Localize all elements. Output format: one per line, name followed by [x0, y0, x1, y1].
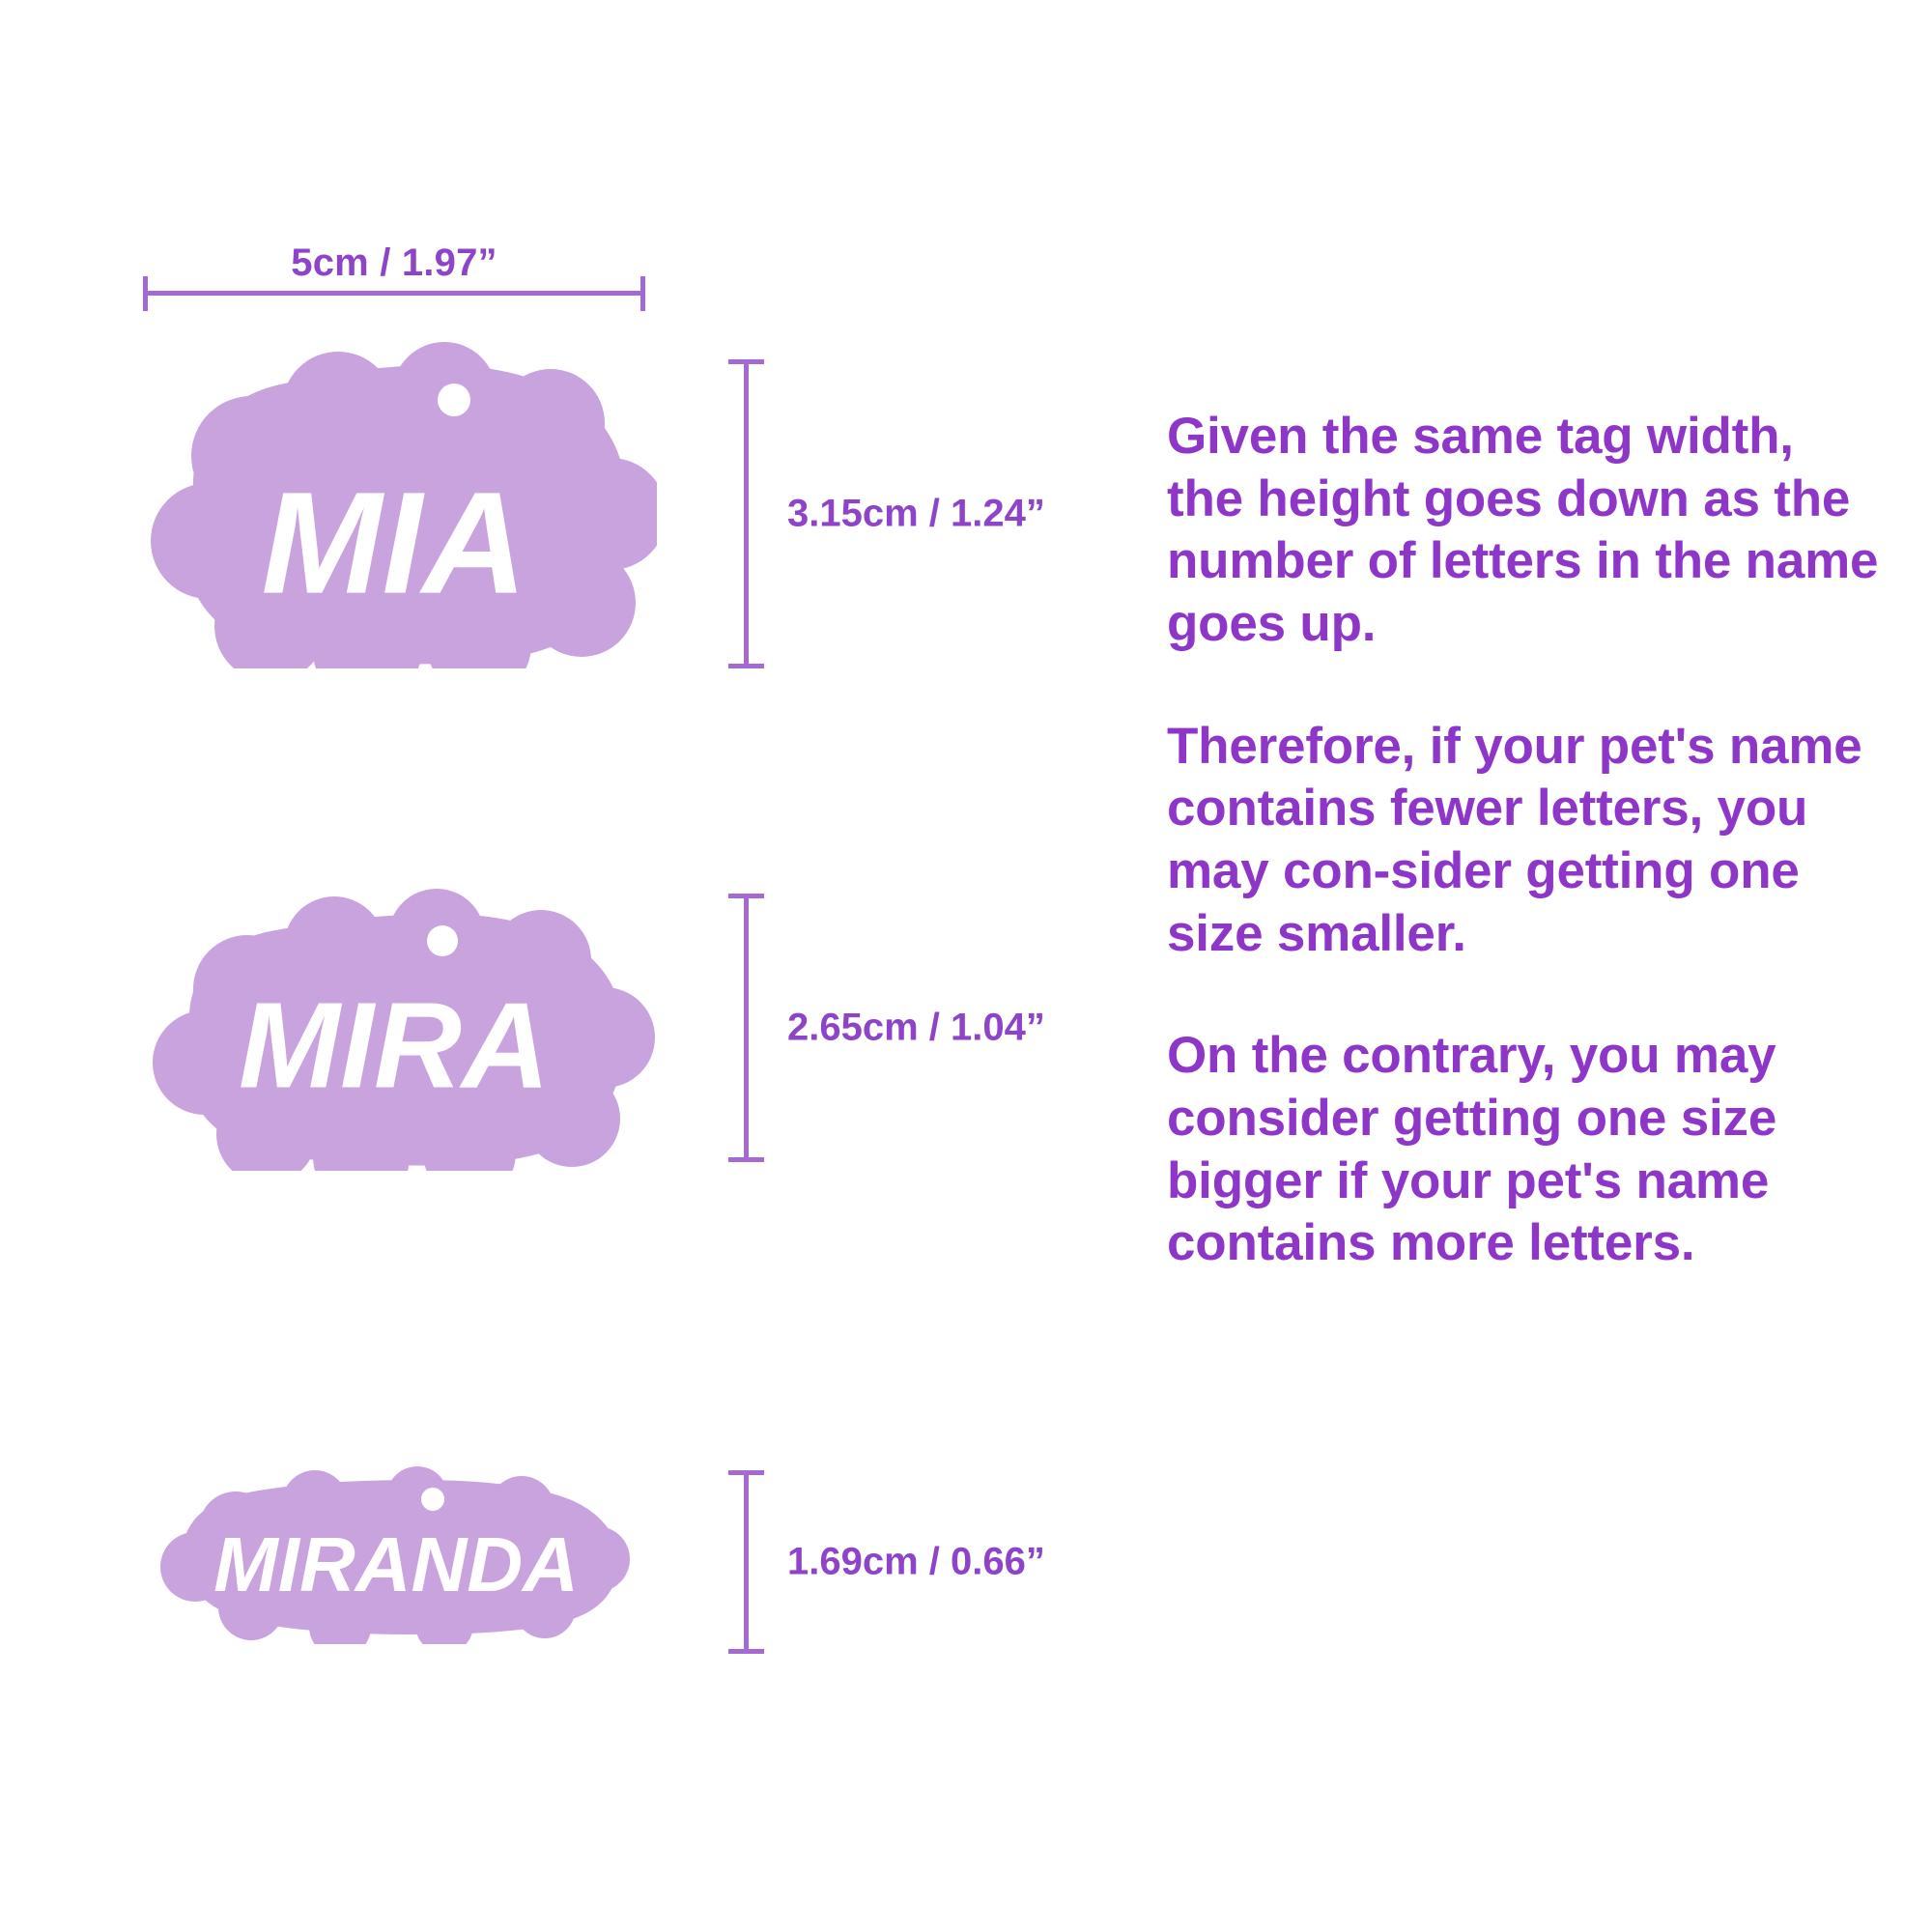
width-dimension-label: 5cm / 1.97” — [291, 242, 497, 284]
note-3: On the contrary, you may consider getting one size bigger if your pet's name contains more letters. — [1167, 1027, 1777, 1272]
height-dimension-2-cap-bottom — [728, 1157, 764, 1162]
width-dimension — [143, 242, 645, 299]
height-dimension-2 — [744, 894, 1072, 1162]
height-dimension-3-cap-bottom — [728, 1649, 764, 1654]
height-dimension-1-label: 3.15cm / 1.24” — [787, 492, 1045, 535]
height-dimension-1-cap-top — [728, 359, 764, 364]
tag-mira-shape — [135, 881, 657, 1171]
tag-mira — [135, 881, 657, 1171]
height-dimension-2-line — [744, 894, 749, 1162]
height-dimension-3-cap-top — [728, 1470, 764, 1475]
height-dimension-1-cap-bottom — [728, 664, 764, 668]
tag-miranda-text: MIRANDA — [213, 1521, 579, 1608]
width-dimension-line — [143, 291, 645, 296]
height-dimension-1 — [744, 359, 1072, 668]
height-dimension-3-line — [744, 1470, 749, 1654]
tag-miranda — [135, 1461, 657, 1644]
note-1: Given the same tag width, the height goes down as the number of letters in the name goes up. — [1167, 408, 1879, 652]
height-dimension-1-line — [744, 359, 749, 668]
height-dimension-3-label: 1.69cm / 0.66” — [787, 1540, 1045, 1583]
height-dimension-2-label: 2.65cm / 1.04” — [787, 1006, 1045, 1049]
height-dimension-3 — [744, 1470, 1072, 1654]
tag-mia-text: MIA — [261, 461, 527, 624]
tag-mira-text: MIRA — [239, 977, 550, 1114]
height-dimension-2-cap-top — [728, 894, 764, 898]
notes-column — [1167, 406, 1882, 1275]
tag-mia-shape — [135, 340, 657, 668]
tag-miranda-shape — [135, 1461, 657, 1644]
note-2: Therefore, if your pet's name contains fewer letters, you may con-sider getting one size smaller. — [1167, 717, 1862, 962]
width-dimension-cap-right — [640, 276, 645, 311]
width-dimension-cap-left — [143, 276, 148, 311]
tag-mia — [135, 340, 657, 668]
